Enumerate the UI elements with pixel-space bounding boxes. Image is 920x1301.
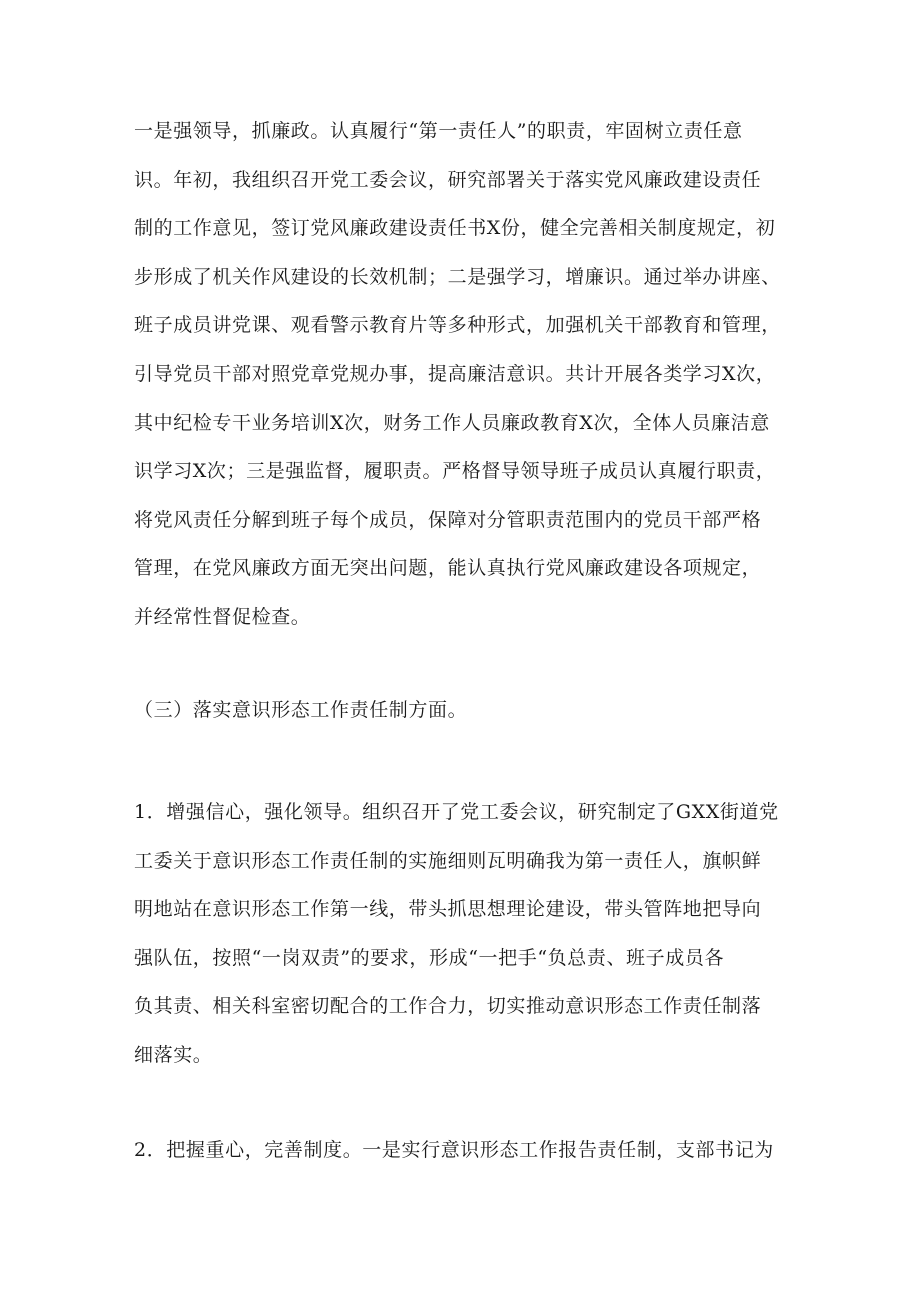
text-line: 识学习X次；三是强监督，履职责。严格督导领导班子成员认真履行职责， — [134, 460, 776, 483]
text-line: 2．把握重心，完善制度。一是实行意识形态工作报告责任制，支部书记为 — [134, 1139, 774, 1161]
text-line: 并经常性督促检查。 — [134, 605, 311, 628]
paragraph-item-2 — [134, 1126, 794, 1175]
text-line: 其中纪检专干业务培训X次，财务工作人员廉政教育X次，全体人员廉洁意 — [134, 411, 770, 434]
text-line: 一是强领导，抓廉政。认真履行“第一责任人”的职责，牢固树立责任意 — [134, 120, 743, 142]
text-line: 1．增强信心，强化领导。组织召开了党工委会议，研究制定了GXX街道党 — [134, 801, 779, 823]
section-heading-ideology — [134, 686, 794, 735]
text-line: 负其责、相关科室密切配合的工作合力，切实推动意识形态工作责任制落 — [134, 995, 762, 1018]
text-line: 细落实。 — [134, 1043, 213, 1066]
text-line: 识。年初，我组织召开党工委会议，研究部署关于落实党风廉政建设责任 — [134, 168, 762, 191]
text-line: 强队伍，按照“一岗双责”的要求，形成“一把手“负总责、班子成员各 — [134, 946, 725, 969]
text-line: 引导党员干部对照党章党规办事，提高廉洁意识。共计开展各类学习X次， — [134, 362, 776, 385]
text-line: （三）落实意识形态工作责任制方面。 — [134, 699, 468, 721]
text-line: 将党风责任分解到班子每个成员，保障对分管职责范围内的党员干部严格 — [134, 508, 762, 531]
text-line: 步形成了机关作风建设的长效机制；二是强学习，增廉识。通过举办讲座、 — [134, 265, 781, 288]
paragraph-anti-corruption — [134, 107, 794, 642]
paragraph-item-1 — [134, 788, 794, 1080]
text-line: 明地站在意识形态工作第一线，带头抓思想理论建设，带头管阵地把导向 — [134, 898, 762, 921]
text-line: 制的工作意见，签订党风廉政建设责任书X份，健全完善相关制度规定，初 — [134, 217, 776, 240]
text-line: 班子成员讲党课、观看警示教育片等多种形式，加强机关干部教育和管理， — [134, 314, 781, 337]
text-line: 工委关于意识形态工作责任制的实施细则瓦明确我为第一责任人，旗帜鲜 — [134, 849, 762, 872]
text-line: 管理，在党风廉政方面无突出问题，能认真执行党风廉政建设各项规定， — [134, 557, 762, 580]
